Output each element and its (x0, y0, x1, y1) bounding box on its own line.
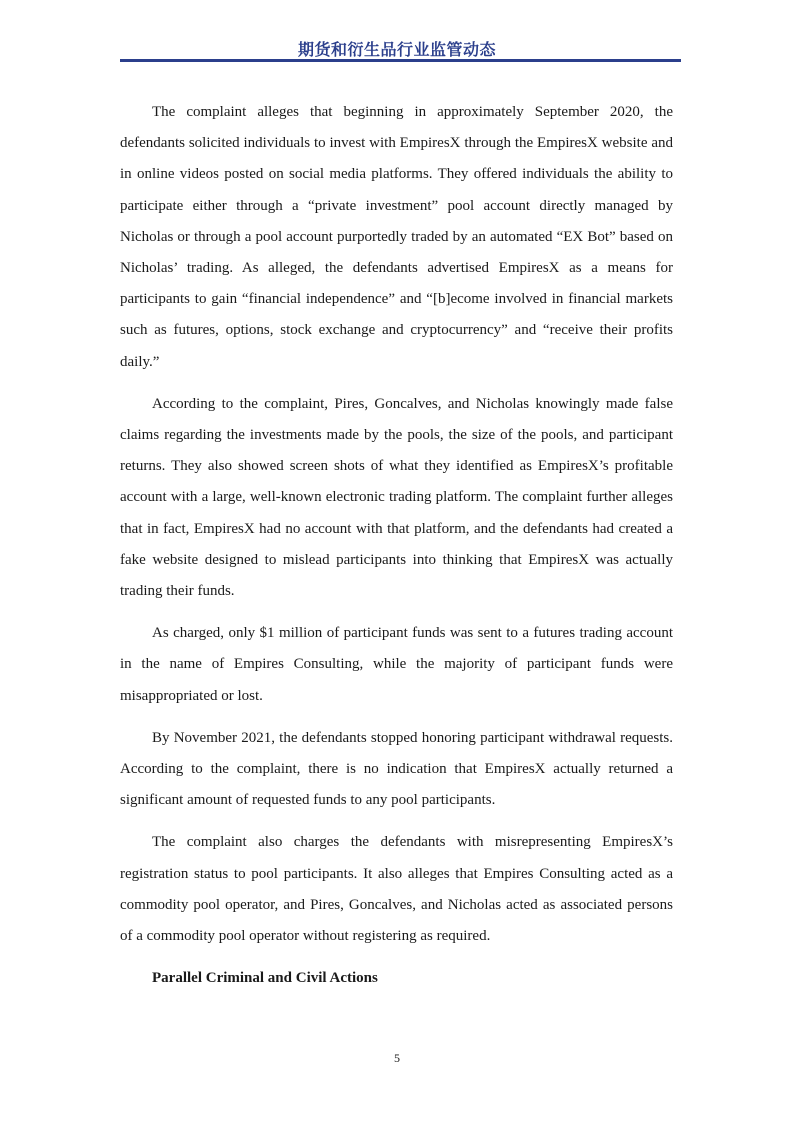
paragraph-5: The complaint also charges the defendants with misrepresenting EmpiresX’s registration status to pool participants. It also alleges that Empires Consulting acted as a commodity pool operator, and Pires, Goncalves, and Nicholas acted as associated persons of a commodity pool operator without registering as required. (120, 834, 673, 945)
header-title: 期货和衍生品行业监管动态 (297, 40, 496, 59)
paragraph-4: By November 2021, the defendants stopped honoring participant withdrawal requests. According to the complaint, there is no indication that EmpiresX actually returned a significant amount of requested funds to any pool participants. (120, 729, 673, 809)
paragraph-1: The complaint alleges that beginning in approximately September 2020, the defendants solicited individuals to invest with EmpiresX through the EmpiresX website and in online videos posted on social media platforms. They offered individuals the ability to participate either through a “private investment” pool account directly managed by Nicholas or through a pool account purportedly traded by an automated “EX Bot” based on Nicholas’ trading. As alleged, the defendants advertised EmpiresX as a means for participants to gain “financial independence” and “[b]ecome involved in financial markets such as futures, options, stock exchange and cryptocurrency” and “receive their profits daily.” (120, 104, 673, 370)
header-divider (120, 59, 681, 62)
section-heading: Parallel Criminal and Civil Actions (152, 970, 378, 987)
paragraph-2: According to the complaint, Pires, Goncalves, and Nicholas knowingly made false claims regarding the investments made by the pools, the size of the pools, and participant returns. They also showed screen shots of what they identified as EmpiresX’s profitable account with a large, well-known electronic trading platform. The complaint further alleges that in fact, EmpiresX had no account with that platform, and the defendants had created a fake website designed to mislead participants into thinking that EmpiresX was actually trading their funds. (120, 395, 673, 600)
page-number: 5 (394, 1051, 400, 1065)
paragraph-3: As charged, only $1 million of participant funds was sent to a futures trading account in the name of Empires Consulting, while the majority of participant funds were misappropriated or lost. (120, 625, 673, 704)
document-body (120, 97, 673, 994)
